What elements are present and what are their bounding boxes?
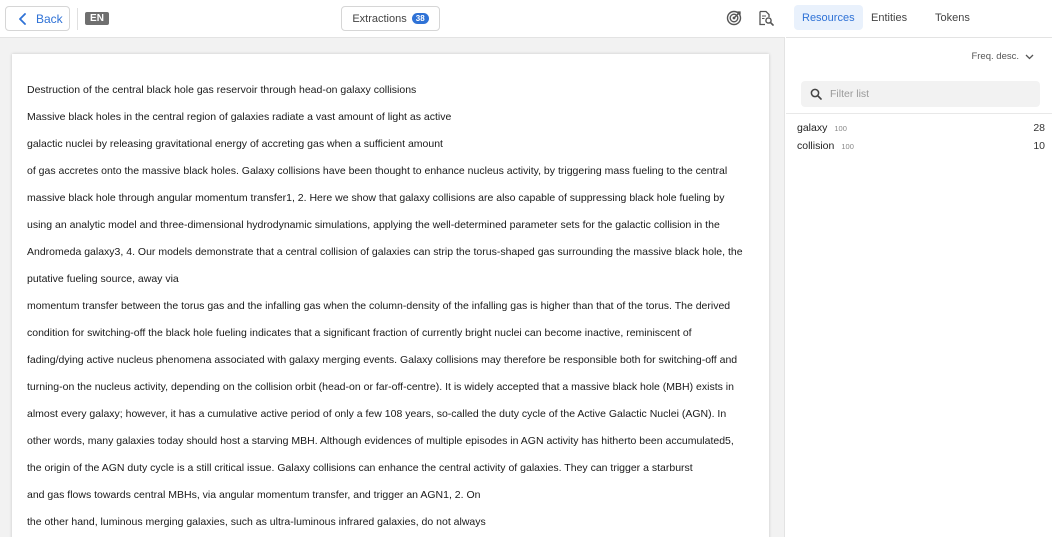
filter-input[interactable] <box>830 81 1030 107</box>
toolbar-divider <box>77 8 78 30</box>
resource-score: 100 <box>841 141 854 151</box>
document-line: almost every galaxy; however, it has a cumulative active period of only a few 108 years, so-called the duty cycle of the Active Galactic Nuclei (AGN). In <box>27 408 727 420</box>
resource-term: collision <box>797 140 835 152</box>
side-panel <box>786 0 1052 537</box>
document-line: the other hand, luminous merging galaxies, such as ultra-luminous infrared galaxies, do not always <box>27 516 486 528</box>
resource-frequency: 10 <box>1033 140 1045 152</box>
extractions-button[interactable] <box>341 6 440 31</box>
back-button-label: Back <box>36 11 63 26</box>
document-line: the origin of the AGN duty cycle is a still critical issue. Galaxy collisions can enhance the central activity of galaxies. They can trigger a starburst <box>27 462 693 474</box>
document-line: other words, many galaxies today should host a starving MBH. Although evidences of multiple episodes in AGN activity has hitherto been accumulated5, <box>27 435 734 447</box>
extractions-label: Extractions <box>352 12 407 25</box>
document-page <box>12 54 769 537</box>
document-line: of gas accretes onto the massive black holes. Galaxy collisions have been thought to enhance nucleus activity, by triggering mass fueling to the central <box>27 165 728 177</box>
resource-term: galaxy <box>797 122 828 134</box>
document-line: galactic nuclei by releasing gravitational energy of accreting gas when a sufficient amount <box>27 138 443 150</box>
document-line: momentum transfer between the torus gas and the infalling gas when the column-density of the infalling gas is higher than that of the torus. The derived <box>27 300 731 312</box>
tab-tokens[interactable]: Tokens <box>935 11 970 24</box>
toolbar <box>0 0 785 38</box>
resource-row[interactable] <box>797 120 1045 136</box>
document-line: putative fueling source, away via <box>27 273 179 285</box>
tab-entities[interactable]: Entities <box>871 11 908 24</box>
document-line: fading/dying active nucleus phenomena associated with galaxy merging events. Galaxy collisions may therefore be responsible both for switching-off and <box>27 354 738 366</box>
document-line: and gas flows towards central MBHs, via angular momentum transfer, and trigger an AGN1, 2. On <box>27 489 481 501</box>
chevron-left-icon <box>18 13 28 25</box>
filter-field <box>801 81 1040 107</box>
document-title-line: Destruction of the central black hole gas reservoir through head-on galaxy collisions <box>27 84 417 96</box>
target-icon[interactable] <box>726 10 742 26</box>
resource-frequency: 28 <box>1033 122 1045 134</box>
panel-tabs <box>786 0 1052 38</box>
document-line: Massive black holes in the central region of galaxies radiate a vast amount of light as active <box>27 111 452 123</box>
tab-resources[interactable]: Resources <box>794 5 863 30</box>
document-search-icon[interactable] <box>758 10 774 26</box>
panel-divider <box>786 113 1052 114</box>
chevron-down-icon <box>1025 54 1034 60</box>
document-line: turning-on the nucleus activity, depending on the collision orbit (head-on or far-off-centre). It is widely accepted that a massive black hole (MBH) exists in <box>27 381 734 393</box>
document-line: using an analytic model and three-dimensional hydrodynamic simulations, applying the well-determined parameter sets for the galactic collision in the <box>27 219 720 231</box>
document-line: Andromeda galaxy3, 4. Our models demonstrate that a central collision of galaxies can strip the torus-shaped gas surrounding the massive black hole, the <box>27 246 743 258</box>
search-icon <box>810 88 822 100</box>
back-button[interactable] <box>5 6 70 31</box>
language-badge: EN <box>85 12 109 25</box>
resource-score: 100 <box>834 123 847 133</box>
extractions-count-badge: 38 <box>412 13 429 24</box>
sort-label: Freq. desc. <box>971 51 1019 62</box>
sort-dropdown[interactable] <box>971 51 1034 62</box>
document-line: condition for switching-off the black hole fueling indicates that a significant fraction of currently bright nuclei can become inactive, reminiscent of <box>27 327 692 339</box>
resource-row[interactable] <box>797 138 1045 154</box>
document-line: massive black hole through angular momentum transfer1, 2. Here we show that galaxy collisions are also capable of suppressing black hole fueling by <box>27 192 725 204</box>
